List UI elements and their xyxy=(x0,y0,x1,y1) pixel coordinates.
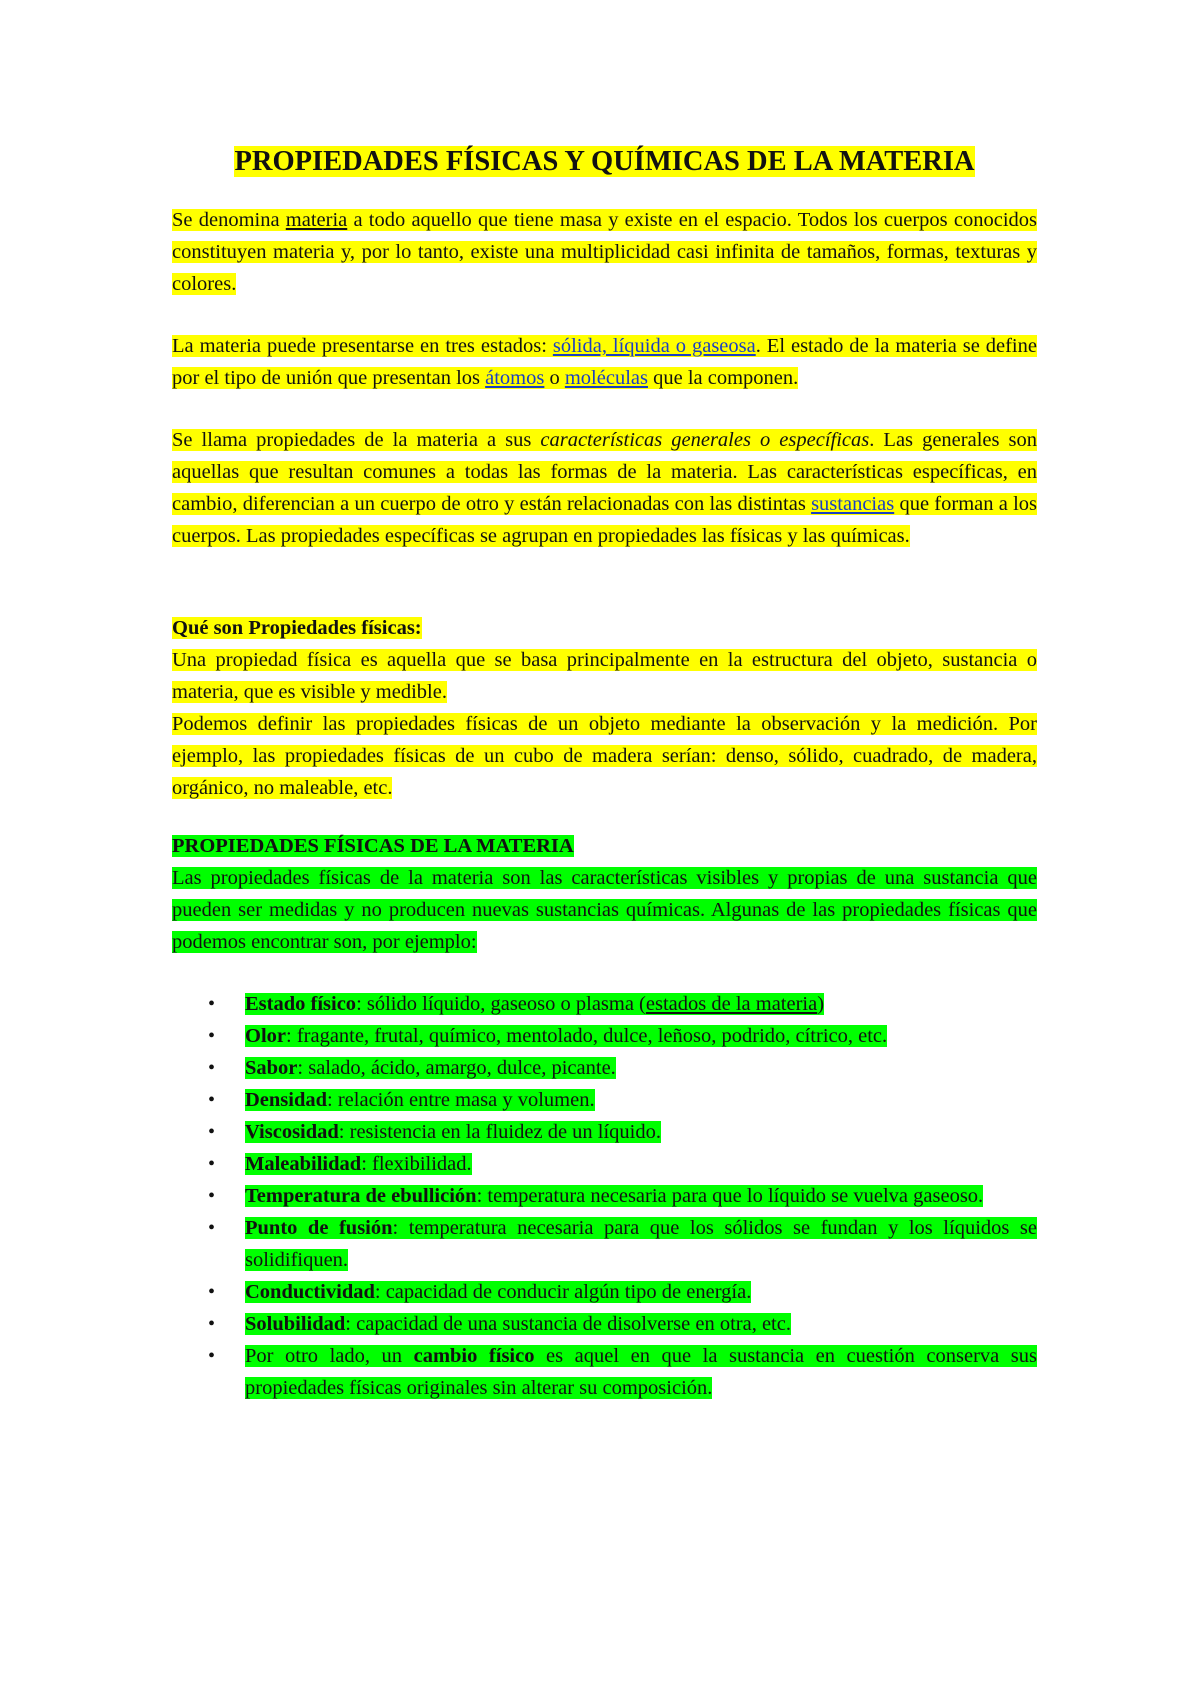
physical-paragraph-1: Una propiedad física es aquella que se basa principalmente en la estructura del objeto, sustancia o materia, que es visible y medible. xyxy=(172,649,1037,703)
bullet-icon: • xyxy=(208,1057,216,1079)
list-item: • Sabor: salado, ácido, amargo, dulce, picante. xyxy=(172,1052,1037,1084)
bullet-icon: • xyxy=(208,1185,216,1207)
materia-link[interactable]: materia xyxy=(285,209,348,231)
bullet-icon: • xyxy=(208,1025,216,1047)
atoms-link[interactable]: átomos xyxy=(485,367,545,389)
bullet-icon: • xyxy=(208,1313,216,1335)
bullet-icon: • xyxy=(208,1281,216,1303)
bullet-icon: • xyxy=(208,993,216,1015)
intro-paragraph-3: Se llama propiedades de la materia a sus características generales o específicas. Las generales son aquellas que resultan comunes a todas las formas de la materia. Las características específicas, en cambio, diferencian a un cuerpo de otro y están relacionadas con las distintas sustancias que forman a los cuerpos. Las propiedades específicas se agrupan en propiedades las físicas y las químicas. xyxy=(172,429,1037,547)
page-title: PROPIEDADES FÍSICAS Y QUÍMICAS DE LA MATERIA xyxy=(234,146,975,177)
list-item: • Maleabilidad: flexibilidad. xyxy=(172,1148,1037,1180)
intro-paragraph-1: Se denomina materia a todo aquello que tiene masa y existe en el espacio. Todos los cuerpos conocidos constituyen materia y, por lo tanto, existe una multiplicidad casi infinita de tamaños, formas, texturas y colores. xyxy=(172,209,1037,295)
list-item: • Olor: fragante, frutal, químico, mentolado, dulce, leñoso, podrido, cítrico, etc. xyxy=(172,1020,1037,1052)
section2-intro: Las propiedades físicas de la materia son las características visibles y propias de una sustancia que pueden ser medidas y no producen nuevas sustancias químicas. Algunas de las propiedades físicas que podemos encontrar son, por ejemplo: xyxy=(172,867,1037,953)
bullet-icon: • xyxy=(208,1121,216,1143)
bullet-icon: • xyxy=(208,1345,216,1367)
list-item: • Densidad: relación entre masa y volumen. xyxy=(172,1084,1037,1116)
physical-properties-heading: Qué son Propiedades físicas: xyxy=(172,617,422,639)
bullet-icon: • xyxy=(208,1217,216,1239)
states-link[interactable]: sólida, líquida o gaseosa xyxy=(552,335,756,357)
intro-paragraph-2: La materia puede presentarse en tres estados: sólida, líquida o gaseosa. El estado de la materia se define por el tipo de unión que presentan los átomos o moléculas que la componen. xyxy=(172,335,1037,389)
list-item: • Temperatura de ebullición: temperatura necesaria para que lo líquido se vuelva gaseoso. xyxy=(172,1180,1037,1212)
list-item: • Conductividad: capacidad de conducir algún tipo de energía. xyxy=(172,1276,1037,1308)
list-item: • Viscosidad: resistencia en la fluidez de un líquido. xyxy=(172,1116,1037,1148)
list-item: • Por otro lado, un cambio físico es aquel en que la sustancia en cuestión conserva sus propiedades físicas originales sin alterar su composición. xyxy=(172,1340,1037,1404)
bullet-icon: • xyxy=(208,1153,216,1175)
bullet-icon: • xyxy=(208,1089,216,1111)
molecules-link[interactable]: moléculas xyxy=(564,367,648,389)
substances-link[interactable]: sustancias xyxy=(811,493,895,515)
properties-list xyxy=(172,988,1037,1404)
states-of-matter-link[interactable]: estados de la materia xyxy=(645,993,818,1015)
list-item: • Punto de fusión: temperatura necesaria para que los sólidos se fundan y los líquidos se solidifiquen. xyxy=(172,1212,1037,1276)
section2-heading: PROPIEDADES FÍSICAS DE LA MATERIA xyxy=(172,835,574,857)
list-item: • Solubilidad: capacidad de una sustancia de disolverse en otra, etc. xyxy=(172,1308,1037,1340)
physical-paragraph-2: Podemos definir las propiedades físicas de un objeto mediante la observación y la medición. Por ejemplo, las propiedades físicas de un cubo de madera serían: denso, sólido, cuadrado, de madera, orgánico, no maleable, etc. xyxy=(172,713,1037,799)
list-item: • Estado físico: sólido líquido, gaseoso o plasma (estados de la materia) xyxy=(172,988,1037,1020)
document-page xyxy=(172,140,1037,1404)
